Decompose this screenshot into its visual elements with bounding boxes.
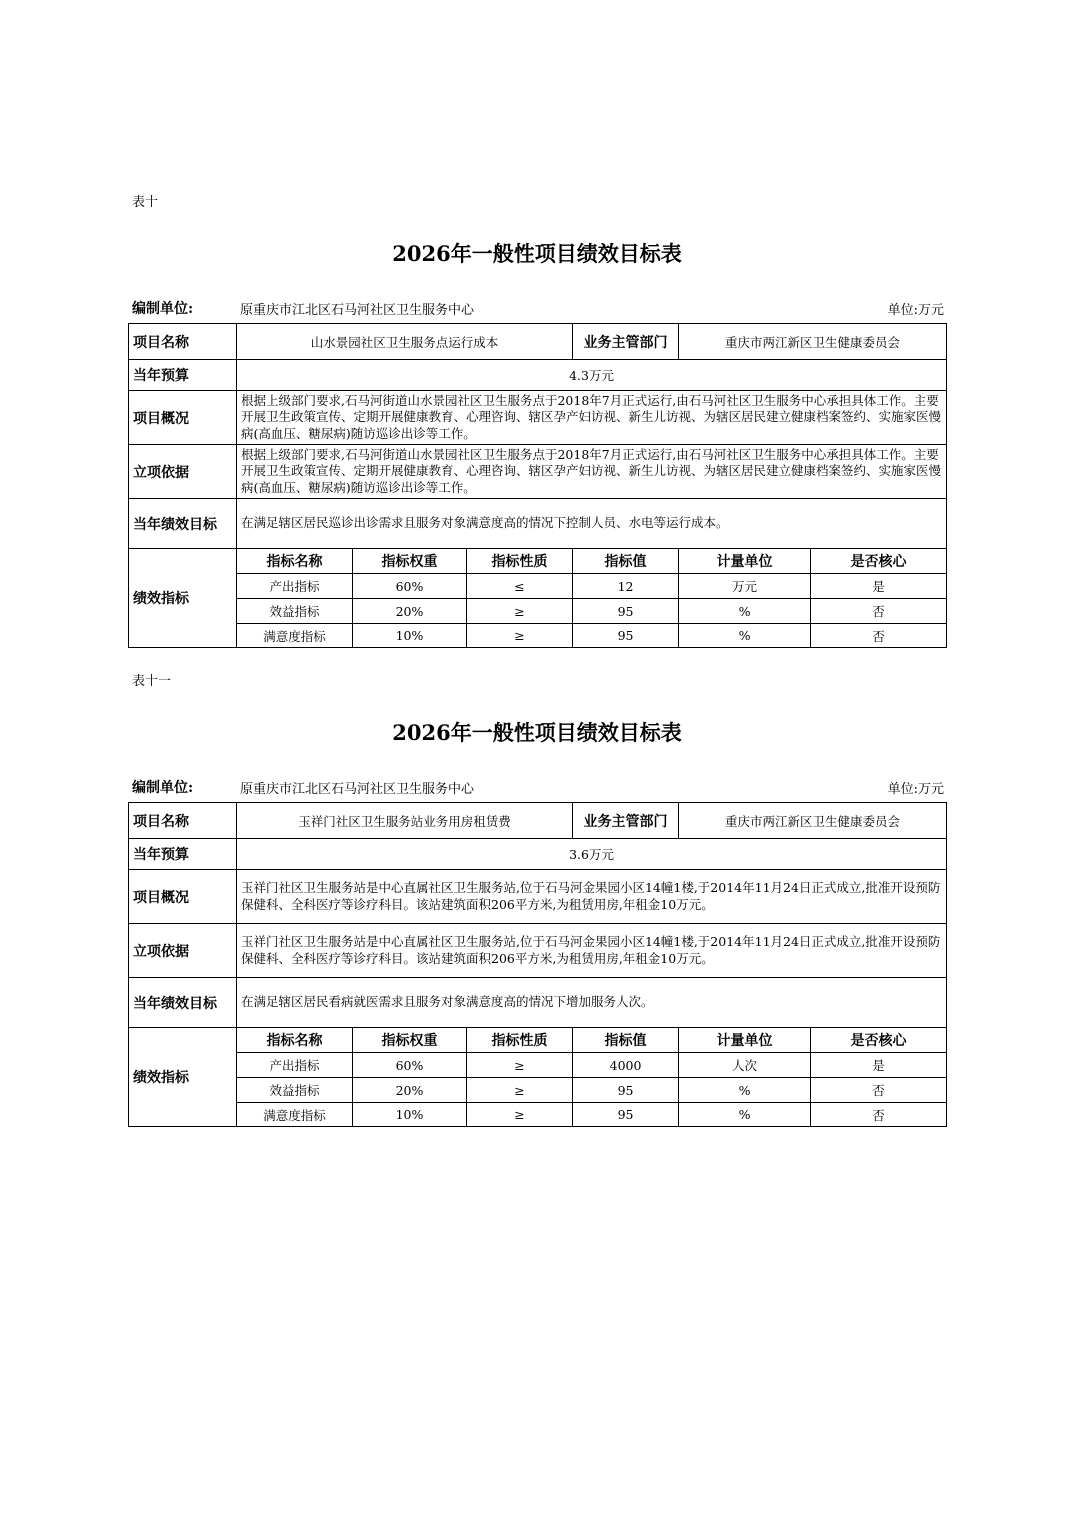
unit-label: 单位:万元 [887, 782, 944, 797]
indicator-cell: 人次 [679, 1053, 811, 1078]
overview-value: 玉祥门社区卫生服务站是中心直属社区卫生服务站,位于石马河金果园小区14幢1楼,于2014年11月24日正式成立,批准开设预防保健科、全科医疗等诊疗科目。该站建筑面积206平方米,为租赁用房,年租金10万元。 [237, 870, 947, 924]
indicator-cell: 否 [811, 1103, 947, 1127]
basis-value: 玉祥门社区卫生服务站是中心直属社区卫生服务站,位于石马河金果园小区14幢1楼,于2014年11月24日正式成立,批准开设预防保健科、全科医疗等诊疗科目。该站建筑面积206平方米,为租赁用房,年租金10万元。 [237, 924, 947, 978]
page-title: 2026年一般性项目绩效目标表 [392, 241, 682, 266]
goal-value: 在满足辖区居民看病就医需求且服务对象满意度高的情况下增加服务人次。 [237, 978, 947, 1028]
indicator-cell: % [679, 624, 811, 648]
indicator-cell: 是 [811, 574, 947, 599]
indicator-cell: 是 [811, 1053, 947, 1078]
project-name-value: 山水景园社区卫生服务点运行成本 [237, 324, 573, 360]
basis-row [129, 445, 947, 499]
project-name-value: 玉祥门社区卫生服务站业务用房租赁费 [237, 803, 573, 839]
indicator-header-row [129, 549, 947, 574]
indicator-cell: 95 [573, 1078, 679, 1103]
budget-row [129, 360, 947, 391]
table-row [129, 599, 947, 624]
indicator-cell: 12 [573, 574, 679, 599]
indicator-header: 是否核心 [811, 1028, 947, 1053]
indicator-cell: 效益指标 [237, 599, 353, 624]
budget-label: 当年预算 [129, 360, 237, 391]
indicator-cell: 60% [353, 1053, 467, 1078]
project-name-row [129, 803, 947, 839]
page-title: 2026年一般性项目绩效目标表 [392, 720, 682, 745]
indicator-cell: ≥ [467, 624, 573, 648]
indicator-cell: 否 [811, 1078, 947, 1103]
dept-label: 业务主管部门 [573, 324, 679, 360]
table-row [129, 1053, 947, 1078]
indicator-cell: 10% [353, 1103, 467, 1127]
indicator-header: 指标名称 [237, 549, 353, 574]
performance-table [128, 323, 947, 648]
indicator-cell: 95 [573, 624, 679, 648]
dept-value: 重庆市两江新区卫生健康委员会 [679, 803, 947, 839]
indicator-cell: % [679, 599, 811, 624]
basis-row [129, 924, 947, 978]
table-tag: 表十一 [132, 674, 172, 689]
indicator-cell: 4000 [573, 1053, 679, 1078]
budget-row [129, 839, 947, 870]
overview-row [129, 870, 947, 924]
overview-row [129, 391, 947, 445]
indicator-cell: 否 [811, 599, 947, 624]
indicator-cell: 95 [573, 599, 679, 624]
overview-value: 根据上级部门要求,石马河街道山水景园社区卫生服务点于2018年7月正式运行,由石马河社区卫生服务中心承担具体工作。主要开展卫生政策宣传、定期开展健康教育、心理咨询、辖区孕产妇访视、新生儿访视、为辖区居民建立健康档案签约、实施家医慢病(高血压、糖尿病)随访巡诊出诊等工作。 [237, 391, 947, 445]
indicator-cell: 满意度指标 [237, 624, 353, 648]
budget-value: 3.6万元 [237, 839, 947, 870]
prep-org: 原重庆市江北区石马河社区卫生服务中心 [240, 303, 475, 318]
indicator-cell: ≥ [467, 599, 573, 624]
dept-value: 重庆市两江新区卫生健康委员会 [679, 324, 947, 360]
indicator-header: 是否核心 [811, 549, 947, 574]
basis-label: 立项依据 [129, 445, 237, 499]
indicator-cell: 产出指标 [237, 1053, 353, 1078]
table-row [129, 1103, 947, 1127]
prep-org: 原重庆市江北区石马河社区卫生服务中心 [240, 782, 475, 797]
goal-row [129, 499, 947, 549]
indicator-cell: 满意度指标 [237, 1103, 353, 1127]
indicator-header: 指标值 [573, 549, 679, 574]
basis-label: 立项依据 [129, 924, 237, 978]
table-row [129, 1078, 947, 1103]
indicator-cell: 产出指标 [237, 574, 353, 599]
budget-value: 4.3万元 [237, 360, 947, 391]
prep-label: 编制单位: [132, 301, 194, 317]
indicator-cell: 95 [573, 1103, 679, 1127]
indicator-header: 指标性质 [467, 1028, 573, 1053]
indicator-cell: 20% [353, 599, 467, 624]
indicator-cell: 效益指标 [237, 1078, 353, 1103]
indicator-header: 指标权重 [353, 549, 467, 574]
indicator-cell: 60% [353, 574, 467, 599]
indicator-cell: ≥ [467, 1103, 573, 1127]
indicator-cell: ≥ [467, 1078, 573, 1103]
prep-label: 编制单位: [132, 780, 194, 796]
indicator-header: 指标权重 [353, 1028, 467, 1053]
basis-value: 根据上级部门要求,石马河街道山水景园社区卫生服务点于2018年7月正式运行,由石马河社区卫生服务中心承担具体工作。主要开展卫生政策宣传、定期开展健康教育、心理咨询、辖区孕产妇访视、新生儿访视、为辖区居民建立健康档案签约、实施家医慢病(高血压、糖尿病)随访巡诊出诊等工作。 [237, 445, 947, 499]
indicators-label: 绩效指标 [129, 1028, 237, 1127]
budget-label: 当年预算 [129, 839, 237, 870]
table-row [129, 574, 947, 599]
table-tag: 表十 [132, 195, 159, 210]
indicator-cell: 万元 [679, 574, 811, 599]
indicator-header-row [129, 1028, 947, 1053]
overview-label: 项目概况 [129, 391, 237, 445]
indicator-cell: 20% [353, 1078, 467, 1103]
project-name-label: 项目名称 [129, 803, 237, 839]
project-name-row [129, 324, 947, 360]
indicator-cell: 10% [353, 624, 467, 648]
unit-label: 单位:万元 [887, 303, 944, 318]
table-row [129, 624, 947, 648]
indicators-label: 绩效指标 [129, 549, 237, 648]
indicator-cell: % [679, 1103, 811, 1127]
indicator-cell: ≥ [467, 1053, 573, 1078]
indicator-header: 计量单位 [679, 1028, 811, 1053]
indicator-header: 指标性质 [467, 549, 573, 574]
goal-row [129, 978, 947, 1028]
indicator-header: 指标名称 [237, 1028, 353, 1053]
goal-label: 当年绩效目标 [129, 499, 237, 549]
goal-value: 在满足辖区居民巡诊出诊需求且服务对象满意度高的情况下控制人员、水电等运行成本。 [237, 499, 947, 549]
dept-label: 业务主管部门 [573, 803, 679, 839]
overview-label: 项目概况 [129, 870, 237, 924]
indicator-header: 计量单位 [679, 549, 811, 574]
indicator-cell: ≤ [467, 574, 573, 599]
indicator-header: 指标值 [573, 1028, 679, 1053]
performance-table [128, 802, 947, 1127]
indicator-cell: % [679, 1078, 811, 1103]
prep-unit-line [132, 777, 944, 797]
prep-unit-line [132, 298, 944, 318]
goal-label: 当年绩效目标 [129, 978, 237, 1028]
project-name-label: 项目名称 [129, 324, 237, 360]
indicator-cell: 否 [811, 624, 947, 648]
